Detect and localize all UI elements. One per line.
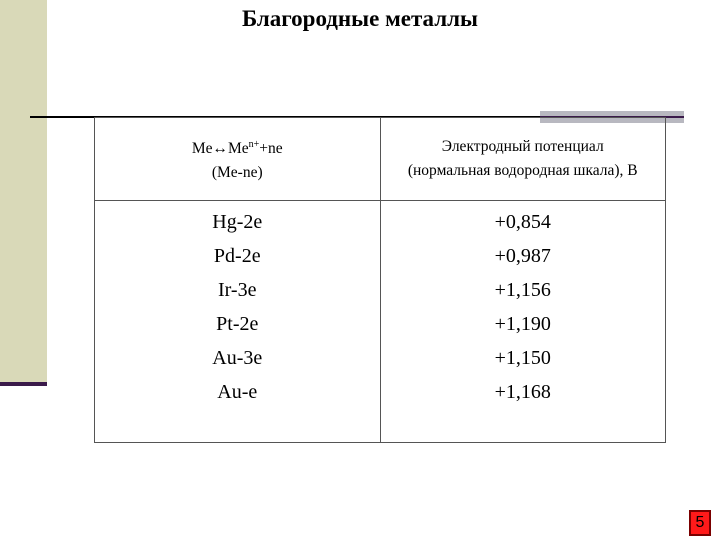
reaction-row: Pd-2e — [213, 244, 261, 267]
header-reaction-line1: $Me\leftrightarrow Me^{n+}+ne$ — [191, 138, 283, 158]
header-potential-line1: Электродный потенциал — [441, 138, 604, 155]
header-reaction-line2: (Me-ne) — [211, 164, 263, 182]
reaction-row: Pt-2e — [216, 312, 259, 335]
potential-row: +1,156 — [494, 278, 551, 301]
potentials-cell — [380, 201, 666, 443]
reaction-row: Au-3e — [212, 346, 263, 369]
left-decor-bar — [0, 0, 47, 382]
potentials-table — [94, 117, 666, 443]
reaction-row: Au-e — [217, 380, 258, 403]
header-potential-line2: (нормальная водородная шкала), В — [407, 162, 638, 179]
slide-title: Благородные металлы — [241, 6, 479, 31]
potential-row: +1,190 — [494, 312, 551, 335]
potential-row: +0,854 — [494, 210, 551, 233]
left-decor-line — [0, 382, 47, 386]
reaction-row: Hg-2e — [212, 210, 263, 233]
reactions-cell — [95, 201, 381, 443]
reaction-row: Ir-3e — [218, 278, 257, 301]
header-potential — [380, 118, 666, 201]
page-number-badge: 5 — [689, 510, 711, 536]
potential-row: +1,168 — [494, 380, 551, 403]
header-reaction — [95, 118, 381, 201]
potential-row: +0,987 — [494, 244, 551, 267]
potential-row: +1,150 — [494, 346, 551, 369]
